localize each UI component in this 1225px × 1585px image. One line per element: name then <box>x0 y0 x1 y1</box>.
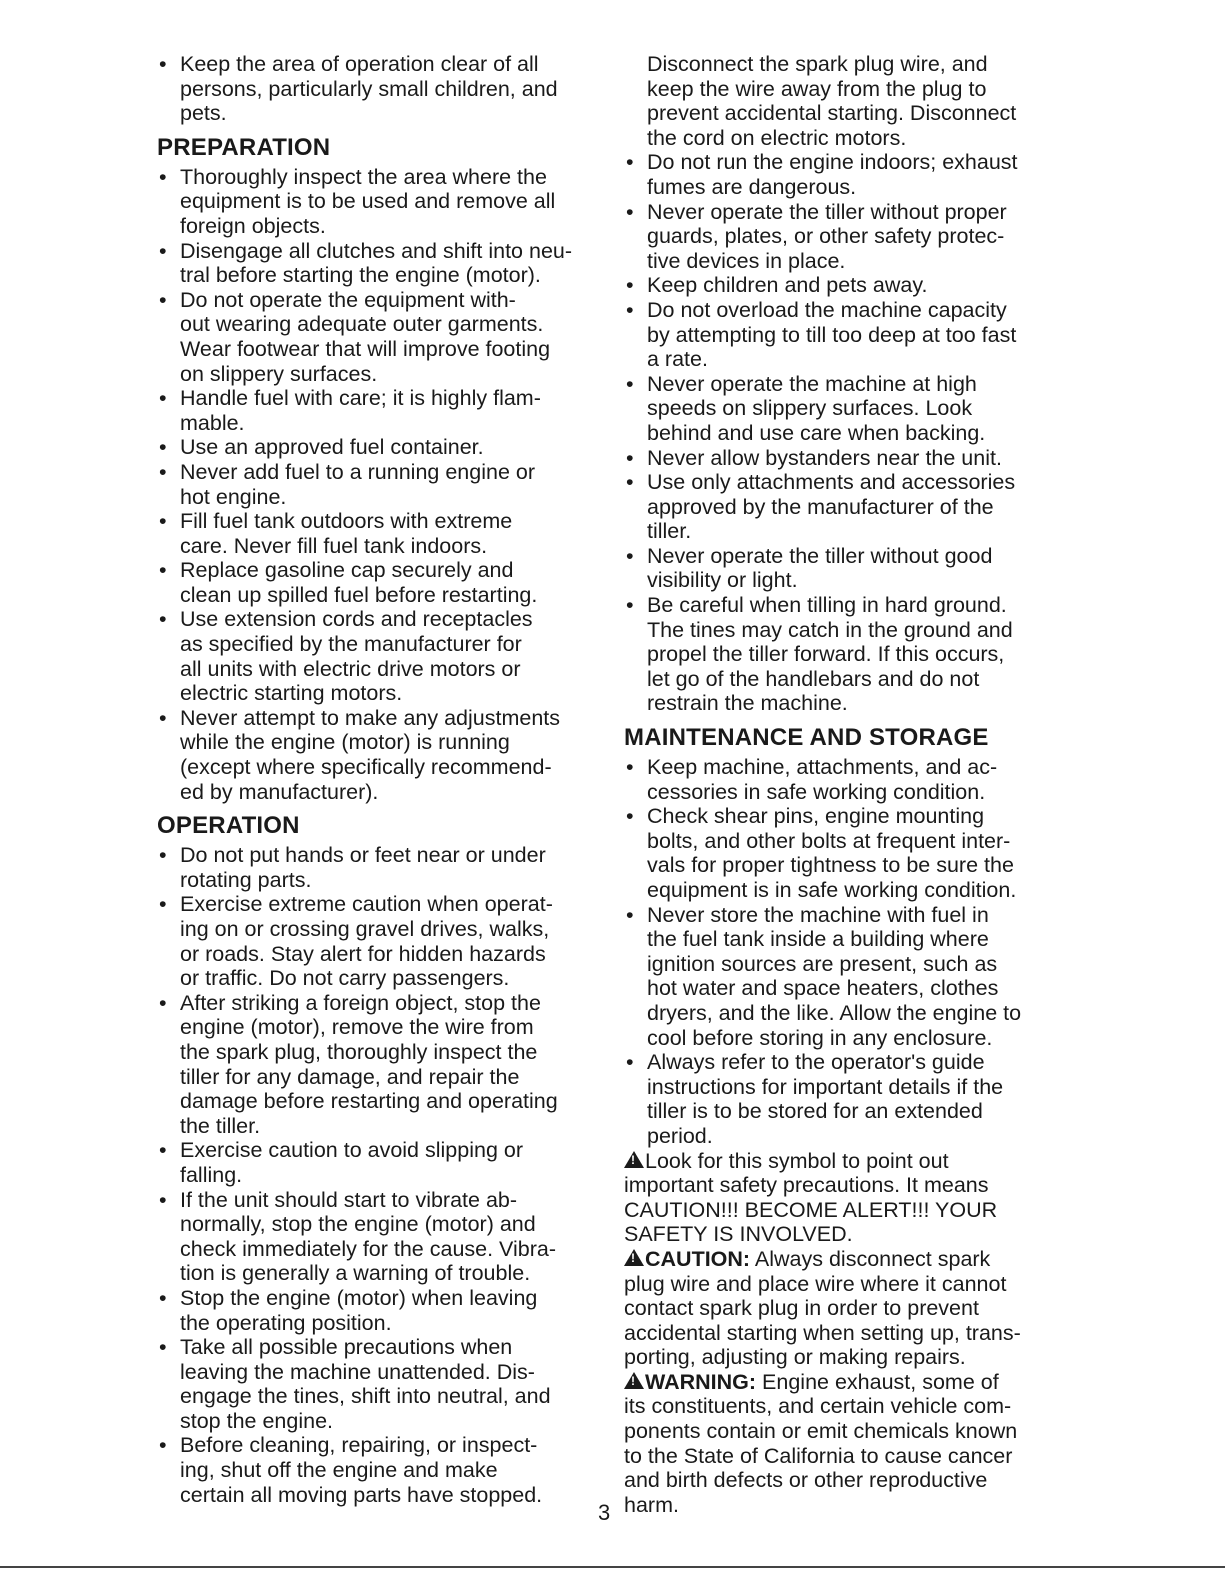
bullet-item <box>157 509 607 558</box>
bullet-marker: • <box>626 297 634 322</box>
bullet-marker: • <box>159 238 167 263</box>
text-line: let go of the handlebars and do not <box>647 666 980 691</box>
text-line: on slippery surfaces. <box>180 361 378 386</box>
text-line: Stop the engine (motor) when leaving <box>180 1285 538 1310</box>
text-line: equipment is in safe working condition. <box>647 878 1017 902</box>
text-line: Keep machine, attachments, and ac- <box>647 755 998 780</box>
text-line: check immediately for the cause. Vibra- <box>180 1236 557 1261</box>
bullet-item <box>157 1335 607 1433</box>
bullet-marker: • <box>159 509 167 534</box>
bullet-marker: • <box>159 435 167 460</box>
text-line: foreign objects. <box>180 213 326 238</box>
bullet-marker: • <box>626 593 634 618</box>
bullet-marker: • <box>626 755 634 780</box>
text-line: Always refer to the operator's guide <box>647 1050 985 1075</box>
warning-triangle-icon <box>624 1249 644 1266</box>
text-line <box>624 1149 1064 1174</box>
bullet-marker: • <box>159 1433 167 1458</box>
text-line: ing on or crossing gravel drives, walks, <box>180 917 550 941</box>
right-column <box>624 52 1064 1517</box>
bullet-item <box>157 558 607 607</box>
bullet-item <box>624 544 1064 593</box>
text-span: harm. <box>624 1492 679 1517</box>
text-line: rotating parts. <box>180 867 312 892</box>
bullet-item <box>157 165 607 239</box>
text-line: the fuel tank inside a building where <box>647 927 989 952</box>
text-line: ignition sources are present, such as <box>647 951 998 976</box>
text-line: hot water and space heaters, clothes <box>647 976 999 1001</box>
text-line: Before cleaning, repairing, or inspect- <box>180 1433 538 1458</box>
text-line: prevent accidental starting. Disconnect <box>647 101 1017 126</box>
text-line <box>624 1345 1064 1370</box>
bullet-item <box>157 1138 607 1187</box>
text-line: If the unit should start to vibrate ab- <box>180 1187 518 1212</box>
text-line: equipment is to be used and remove all <box>180 189 556 214</box>
text-line: as specified by the manufacturer for <box>180 632 522 657</box>
text-span: Look for this symbol to point out <box>645 1148 949 1173</box>
warning-triangle-icon <box>624 1151 644 1168</box>
bullet-item <box>157 991 607 1139</box>
bullet-item <box>157 288 607 386</box>
bullet-marker: • <box>626 371 634 396</box>
bullet-marker: • <box>626 543 634 568</box>
text-line: falling. <box>180 1162 243 1187</box>
text-line: instructions for important details if the <box>647 1074 1004 1099</box>
bullet-item <box>157 386 607 435</box>
bullet-item <box>624 903 1064 1051</box>
text-line: the operating position. <box>180 1310 392 1335</box>
text-line <box>624 1296 1064 1321</box>
bullet-item <box>624 200 1064 274</box>
text-span: ponents contain or emit chemicals known <box>624 1419 1018 1444</box>
text-line: Thoroughly inspect the area where the <box>180 164 547 189</box>
text-line: hot engine. <box>180 484 287 509</box>
bullet-marker: • <box>626 470 634 495</box>
text-line: Never operate the machine at high <box>647 371 977 396</box>
bullet-marker: • <box>626 902 634 927</box>
bullet-marker: • <box>159 52 167 76</box>
bullet-item <box>624 446 1064 471</box>
text-line: the cord on electric motors. <box>647 125 907 150</box>
safety-symbol-note <box>624 1149 1064 1247</box>
text-line: bolts, and other bolts at frequent inter- <box>647 828 1011 853</box>
text-line: certain all moving parts have stopped. <box>180 1482 543 1507</box>
text-line: electric starting motors. <box>180 681 403 706</box>
text-line: clean up spilled fuel before restarting. <box>180 582 538 607</box>
text-line: by attempting to till too deep at too fast <box>647 322 1017 347</box>
bullet-item <box>157 706 607 804</box>
bullet-item <box>624 1050 1064 1148</box>
bullet-marker: • <box>159 1138 167 1163</box>
text-line: engine (motor), remove the wire from <box>180 1015 534 1040</box>
bullet-marker: • <box>159 459 167 484</box>
text-line: the spark plug, thoroughly inspect the <box>180 1039 538 1064</box>
bullet-item <box>624 593 1064 716</box>
bullet-marker: • <box>626 1050 634 1075</box>
text-line: tral before starting the engine (motor). <box>180 263 541 288</box>
text-line: or traffic. Do not carry passengers. <box>180 966 510 991</box>
text-line: leaving the machine unattended. Dis- <box>180 1359 535 1384</box>
text-span: accidental starting when setting up, trans- <box>624 1320 1021 1345</box>
bullet-marker: • <box>626 150 634 175</box>
text-span: important safety precautions. It means <box>624 1173 989 1198</box>
bullet-item <box>157 1188 607 1286</box>
text-line: period. <box>647 1123 713 1148</box>
text-line: ed by manufacturer). <box>180 779 379 804</box>
bullet-marker: • <box>159 705 167 730</box>
bullet-item <box>624 804 1064 902</box>
text-line: Disconnect the spark plug wire, and <box>647 52 988 76</box>
text-line: persons, particularly small children, and <box>180 76 558 101</box>
text-line: vals for proper tightness to be sure the <box>647 853 1014 878</box>
text-line <box>624 1247 1064 1272</box>
continued-text <box>624 52 1064 150</box>
text-line: Exercise caution to avoid slipping or <box>180 1138 523 1163</box>
bullet-marker: • <box>159 287 167 312</box>
bullet-item <box>157 843 607 892</box>
text-line: Wear footwear that will improve footing <box>180 336 551 361</box>
text-line: Exercise extreme caution when operat- <box>180 892 553 917</box>
text-line: Use extension cords and receptacles <box>180 607 533 632</box>
bullet-marker: • <box>159 892 167 917</box>
bullet-marker: • <box>626 199 634 224</box>
text-line <box>624 1173 1064 1198</box>
bottom-rule <box>0 1566 1225 1568</box>
bullet-marker: • <box>159 1285 167 1310</box>
bullet-marker: • <box>626 273 634 298</box>
text-span: porting, adjusting or making repairs. <box>624 1345 966 1370</box>
bullet-item <box>624 273 1064 298</box>
bullet-marker: • <box>159 1187 167 1212</box>
text-line: Keep children and pets away. <box>647 273 928 298</box>
text-line: Handle fuel with care; it is highly flam- <box>180 386 541 411</box>
text-line: Do not run the engine indoors; exhaust <box>647 150 1018 175</box>
text-line: Take all possible precautions when <box>180 1335 513 1360</box>
text-line: speeds on slippery surfaces. Look <box>647 396 973 421</box>
bullet-item <box>157 435 607 460</box>
bullet-item <box>624 150 1064 199</box>
text-line: ing, shut off the engine and make <box>180 1458 498 1483</box>
text-line: visibility or light. <box>647 568 798 593</box>
text-span: Engine exhaust, some of <box>756 1369 999 1394</box>
text-line <box>624 1444 1064 1469</box>
text-line: engage the tines, shift into neutral, and <box>180 1384 551 1409</box>
bullet-item <box>157 52 607 126</box>
preparation-heading: PREPARATION <box>157 133 331 161</box>
text-line: tiller. <box>647 519 692 544</box>
maintenance-heading: MAINTENANCE AND STORAGE <box>624 724 989 752</box>
warning-label: WARNING: <box>645 1369 757 1394</box>
text-line: The tines may catch in the ground and <box>647 617 1013 642</box>
warning <box>624 1370 1064 1518</box>
bullet-marker: • <box>159 558 167 583</box>
bullet-item <box>624 298 1064 372</box>
bullet-marker: • <box>159 843 167 868</box>
bullet-item <box>157 1286 607 1335</box>
text-line: Do not overload the machine capacity <box>647 297 1007 322</box>
text-line: the tiller. <box>180 1113 261 1138</box>
bullet-item <box>157 1433 607 1507</box>
text-line: Do not put hands or feet near or under <box>180 843 546 868</box>
text-line: behind and use care when backing. <box>647 420 986 445</box>
text-line: stop the engine. <box>180 1408 334 1433</box>
bullet-marker: • <box>159 990 167 1015</box>
text-line: After striking a foreign object, stop the <box>180 990 541 1015</box>
text-line <box>624 1370 1064 1395</box>
text-line: pets. <box>180 101 227 126</box>
text-line: mable. <box>180 410 245 435</box>
text-line: damage before restarting and operating <box>180 1089 558 1114</box>
text-line: or roads. Stay alert for hidden hazards <box>180 941 546 966</box>
bullet-item <box>157 460 607 509</box>
text-line: a rate. <box>647 347 708 372</box>
text-line: normally, stop the engine (motor) and <box>180 1212 536 1237</box>
text-line: Never add fuel to a running engine or <box>180 459 535 484</box>
text-span: plug wire and place wire where it cannot <box>624 1271 1007 1296</box>
text-line: tive devices in place. <box>647 248 846 273</box>
text-line: tiller is to be stored for an extended <box>647 1099 983 1124</box>
page-number: 3 <box>598 1500 611 1525</box>
text-line: Use an approved fuel container. <box>180 435 484 460</box>
bullet-item <box>624 470 1064 544</box>
text-line <box>624 1468 1064 1493</box>
text-line <box>624 1493 1064 1518</box>
text-line: Never operate the tiller without proper <box>647 199 1007 224</box>
text-line: Never store the machine with fuel in <box>647 902 989 927</box>
text-span: to the State of California to cause cancer <box>624 1443 1013 1468</box>
text-line: restrain the machine. <box>647 691 848 716</box>
left-column <box>157 52 607 1507</box>
text-span: CAUTION!!! BECOME ALERT!!! YOUR <box>624 1197 998 1222</box>
text-line: care. Never fill fuel tank indoors. <box>180 533 488 558</box>
text-line: Check shear pins, engine mounting <box>647 804 985 829</box>
text-line: approved by the manufacturer of the <box>647 494 994 519</box>
text-line <box>624 1272 1064 1297</box>
bullet-marker: • <box>159 1335 167 1360</box>
bullet-item <box>157 607 607 705</box>
text-line: Use only attachments and accessories <box>647 470 1016 495</box>
text-line: tion is generally a warning of trouble. <box>180 1261 531 1286</box>
bullet-marker: • <box>626 445 634 470</box>
bullet-item <box>157 239 607 288</box>
text-line <box>624 1394 1064 1419</box>
text-span: contact spark plug in order to prevent <box>624 1296 979 1321</box>
text-line <box>624 1222 1064 1247</box>
text-line: tiller for any damage, and repair the <box>180 1064 520 1089</box>
text-line: cessories in safe working condition. <box>647 779 986 804</box>
text-line: Do not operate the equipment with- <box>180 287 516 312</box>
text-line: Never allow bystanders near the unit. <box>647 445 1002 470</box>
bullet-item <box>624 755 1064 804</box>
text-line: out wearing adequate outer garments. <box>180 312 544 337</box>
text-line: propel the tiller forward. If this occurs, <box>647 642 1005 667</box>
operation-heading: OPERATION <box>157 812 300 840</box>
text-line: keep the wire away from the plug to <box>647 76 987 101</box>
text-line: Be careful when tilling in hard ground. <box>647 593 1007 618</box>
caution-label: CAUTION: <box>645 1246 751 1271</box>
warning-triangle-icon <box>624 1372 644 1389</box>
text-line: Never operate the tiller without good <box>647 543 993 568</box>
text-line: cool before storing in any enclosure. <box>647 1025 993 1050</box>
text-line: fumes are dangerous. <box>647 174 857 199</box>
text-line: Keep the area of operation clear of all <box>180 52 539 76</box>
text-line: Disengage all clutches and shift into neu- <box>180 238 573 263</box>
bullet-marker: • <box>159 607 167 632</box>
text-line: Never attempt to make any adjustments <box>180 705 561 730</box>
text-line: (except where specifically recommend- <box>180 755 552 780</box>
text-line: all units with electric drive motors or <box>180 656 521 681</box>
text-span: and birth defects or other reproductive <box>624 1468 988 1493</box>
bullet-marker: • <box>159 164 167 189</box>
text-span: SAFETY IS INVOLVED. <box>624 1222 853 1247</box>
text-line: while the engine (motor) is running <box>180 730 510 755</box>
text-span: Always disconnect spark <box>750 1246 991 1271</box>
bullet-item <box>157 892 607 990</box>
text-line <box>624 1419 1064 1444</box>
text-line: Fill fuel tank outdoors with extreme <box>180 509 513 534</box>
bullet-item <box>624 372 1064 446</box>
text-line: guards, plates, or other safety protec- <box>647 224 1005 249</box>
text-line <box>624 1321 1064 1346</box>
text-span: its constituents, and certain vehicle com- <box>624 1394 1012 1419</box>
bullet-marker: • <box>159 386 167 411</box>
text-line: dryers, and the like. Allow the engine to <box>647 1000 1022 1025</box>
caution <box>624 1247 1064 1370</box>
text-line <box>624 1198 1064 1223</box>
text-line: Replace gasoline cap securely and <box>180 558 514 583</box>
bullet-marker: • <box>626 804 634 829</box>
